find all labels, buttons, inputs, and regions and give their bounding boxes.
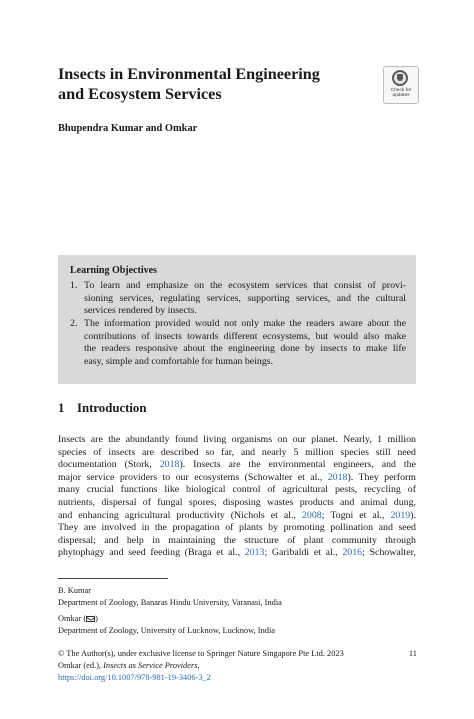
chapter-title [58,64,368,104]
section-heading [58,401,146,416]
author-2-affiliation: Department of Zoology, University of Lucknow, Lucknow, India [58,626,275,635]
objective-line: easy, simple and comfortable for human beings. [84,355,274,367]
badge-label-line-1: Check for [390,88,412,93]
objective-line: To learn and emphasize on the ecosystem services that consist of provi- [84,280,406,291]
section-number: 1 [58,401,65,415]
citation-link[interactable]: 2018 [327,471,348,483]
objective-line: contributions of insects towards different ecosystems, but would also make [84,330,406,342]
paragraph-line: species of insects are described so far, and nearly 5 million species still need [58,446,416,458]
chapter-title-line-1: Insects in Environmental Engineering [58,65,320,83]
paragraph-line: and enhancing agricultural productivity (Nichols et al., 2008; Togni et al., 2019). [58,509,416,521]
badge-label-line-2: updates [392,93,410,99]
author-1-name: B. Kumar [58,586,92,595]
paragraph-line: phytophagy and seed feeding (Braga et al., 2013; Garibaldi et al., 2016; Schowalter, [58,547,416,559]
author-2-name: Omkar ( ) [58,614,98,623]
objective-line: sioning services, regulating services, supporting services, and the cultural [84,292,406,304]
learning-objectives-heading: Learning Objectives [70,265,157,276]
email-envelope-icon[interactable] [86,616,95,622]
paragraph-line: dispersal; and help in maintaining the structure of plant community through [58,534,416,546]
paragraph-line: many crucial functions like biological control of agricultural pests, recycling of [58,484,416,496]
citation-link[interactable]: 2019 [390,509,411,521]
paragraph-line: They are involved in the propagation of plants by promoting pollination and seed [58,522,416,534]
introduction-paragraph [58,434,416,560]
citation-link[interactable]: 2013 [244,547,265,559]
paragraph-line: documentation (Stork, 2018). Insects are the environmental engineers, and the [58,459,416,471]
footnote-divider [58,578,168,579]
learning-objective-1 [70,280,406,318]
book-title: Insects as Service Providers [103,661,198,670]
citation-link[interactable]: 2008 [301,509,322,521]
doi-link[interactable]: https://doi.org/10.1007/978-981-19-3406-3_2 [58,673,211,682]
learning-objective-2 [70,318,406,368]
chapter-title-line-2: and Ecosystem Services [58,85,222,103]
objective-line: The information provided would not only make the readers aware about the [84,318,406,329]
citation-line: Omkar (ed.), Insects as Service Providers, [58,661,200,670]
bookmark-icon [397,74,403,81]
citation-link[interactable]: 2018 [159,459,180,471]
section-title: Introduction [77,401,147,415]
author-1-affiliation: Department of Zoology, Banaras Hindu University, Varanasi, India [58,598,282,607]
paragraph-line: major service providers to our ecosystems (Schowalter et al., 2018). They perform [58,471,416,483]
chapter-authors: Bhupendra Kumar and Omkar [58,123,198,134]
paragraph-line: Insects are the abundantly found living organisms on our planet. Nearly, 1 million [58,434,416,445]
objective-line: the readers responsive about the engineering done by insects to make life [84,343,406,355]
check-for-updates-badge[interactable] [383,66,419,104]
copyright-line: © The Author(s), under exclusive license to Springer Nature Singapore Pte Ltd. 2023 [58,649,344,658]
paragraph-line: nutrients, dispersal of fungal spores, disposing wastes products and animal dung, [58,496,416,508]
citation-link[interactable]: 2016 [342,547,363,559]
objective-line: services rendered by insects. [84,305,197,317]
page-number: 11 [408,649,417,658]
objective-number: 1. [70,280,78,291]
objective-number: 2. [70,318,78,329]
